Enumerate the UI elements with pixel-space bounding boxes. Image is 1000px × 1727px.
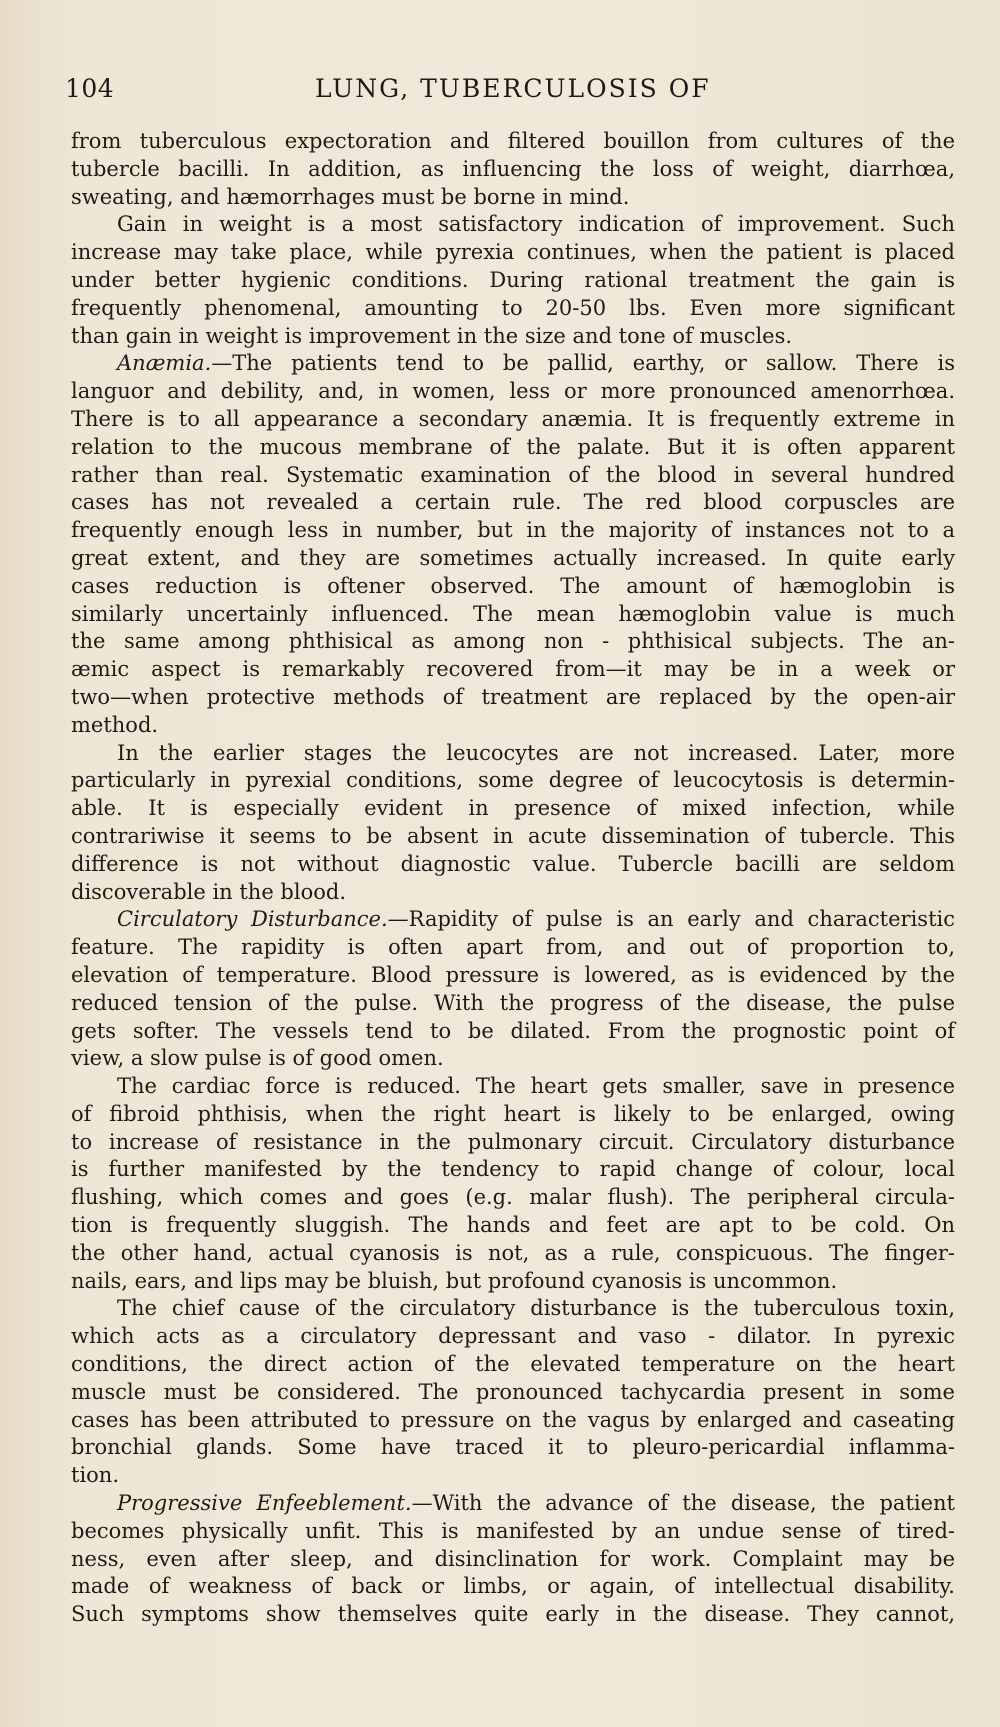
line-text: method. xyxy=(71,712,159,737)
text-line xyxy=(71,1129,955,1157)
text-line xyxy=(71,1045,955,1073)
line-text: frequently phenomenal, amounting to 20-50 lbs. Even more significant xyxy=(71,295,955,320)
line-text: æmic aspect is remarkably recovered from—it may be in a week or xyxy=(71,657,955,682)
text-line xyxy=(71,378,955,406)
text-line xyxy=(71,1156,955,1184)
line-text: the same among phthisical as among non - phthisical subjects. The an- xyxy=(71,629,955,654)
text-line xyxy=(71,1018,955,1046)
text-line xyxy=(71,656,955,684)
text-line xyxy=(71,1101,955,1129)
line-text: from tuberculous expectoration and filtered bouillon from cultures of the xyxy=(71,129,955,153)
text-line xyxy=(71,601,955,629)
running-title: LUNG, TUBERCULOSIS OF xyxy=(315,74,711,103)
line-text: made of weakness of back or limbs, or again, of intellectual disability. xyxy=(71,1574,955,1599)
line-text: the other hand, actual cyanosis is not, as a rule, conspicuous. The finger- xyxy=(71,1240,955,1265)
text-line xyxy=(71,239,955,267)
line-text: elevation of temperature. Blood pressure is lowered, as is evidenced by the xyxy=(71,962,955,987)
line-text: —The patients tend to be pallid, earthy, or sallow. There is xyxy=(211,351,955,376)
text-line xyxy=(71,1351,955,1379)
text-line xyxy=(71,1268,955,1296)
line-text: discoverable in the blood. xyxy=(71,879,346,904)
line-text: increase may take place, while pyrexia continues, when the patient is placed xyxy=(71,240,955,265)
text-line xyxy=(71,1573,955,1601)
line-text: Such symptoms show themselves quite early in the disease. They cannot, xyxy=(71,1602,955,1627)
line-text: than gain in weight is improvement in the size and tone of muscles. xyxy=(71,323,793,348)
text-line xyxy=(71,517,955,545)
line-text: The chief cause of the circulatory disturbance is the tuberculous toxin, xyxy=(117,1296,955,1321)
text-line xyxy=(71,767,955,795)
text-line xyxy=(71,406,955,434)
running-head xyxy=(60,74,900,114)
text-line xyxy=(71,267,955,295)
text-line xyxy=(71,489,955,517)
text-line xyxy=(71,684,955,712)
line-text: view, a slow pulse is of good omen. xyxy=(71,1046,444,1071)
text-line xyxy=(71,712,955,740)
line-text: ness, even after sleep, and disinclination for work. Complaint may be xyxy=(71,1546,955,1571)
text-line xyxy=(71,990,955,1018)
text-line xyxy=(71,211,955,239)
line-text: difference is not without diagnostic value. Tubercle bacilli are seldom xyxy=(71,851,955,876)
line-text: is further manifested by the tendency to rapid change of colour, local xyxy=(71,1157,955,1182)
line-text: under better hygienic conditions. During rational treatment the gain is xyxy=(71,267,955,292)
text-line xyxy=(71,295,955,323)
line-text: of fibroid phthisis, when the right heart is likely to be enlarged, owing xyxy=(71,1101,955,1126)
section-heading: Circulatory Disturbance. xyxy=(117,907,388,932)
text-line xyxy=(71,851,955,879)
line-text: conditions, the direct action of the elevated temperature on the heart xyxy=(71,1352,955,1377)
line-text: flushing, which comes and goes (e.g. malar flush). The peripheral circula- xyxy=(71,1185,955,1210)
text-line xyxy=(71,1323,955,1351)
text-line xyxy=(71,740,955,768)
line-text: cases has been attributed to pressure on the vagus by enlarged and caseating xyxy=(71,1407,955,1432)
line-text: sweating, and hæmorrhages must be borne in mind. xyxy=(71,184,630,209)
line-text: tion is frequently sluggish. The hands and feet are apt to be cold. On xyxy=(71,1213,955,1238)
text-line xyxy=(71,1462,955,1490)
line-text: Gain in weight is a most satisfactory indication of improvement. Such xyxy=(117,212,955,237)
text-line xyxy=(71,1184,955,1212)
line-text: —Rapidity of pulse is an early and characteristic xyxy=(387,907,955,932)
text-line xyxy=(71,350,955,378)
text-line xyxy=(71,434,955,462)
line-text: There is to all appearance a secondary anæmia. It is frequently extreme in xyxy=(71,406,955,431)
text-line xyxy=(71,1295,955,1323)
text-line xyxy=(71,1240,955,1268)
line-text: similarly uncertainly influenced. The mean hæmoglobin value is much xyxy=(71,601,955,626)
text-line xyxy=(71,1379,955,1407)
text-line xyxy=(71,934,955,962)
text-line xyxy=(71,879,955,907)
text-line xyxy=(71,545,955,573)
line-text: reduced tension of the pulse. With the progress of the disease, the pulse xyxy=(71,990,955,1015)
body-text xyxy=(71,128,955,1629)
section-heading: Progressive Enfeeblement. xyxy=(117,1491,412,1516)
text-line xyxy=(71,128,955,156)
line-text: muscle must be considered. The pronounced tachycardia present in some xyxy=(71,1379,955,1404)
line-text: cases reduction is oftener observed. The amount of hæmoglobin is xyxy=(71,573,955,598)
line-text: which acts as a circulatory depressant and vaso - dilator. In pyrexic xyxy=(71,1324,955,1349)
page-number: 104 xyxy=(65,74,115,103)
line-text: particularly in pyrexial conditions, some degree of leucocytosis is determin- xyxy=(71,768,955,793)
line-text: —With the advance of the disease, the patient xyxy=(411,1491,955,1516)
text-line xyxy=(71,323,955,351)
text-line xyxy=(71,462,955,490)
text-line xyxy=(71,1073,955,1101)
line-text: contrariwise it seems to be absent in acute dissemination of tubercle. This xyxy=(71,823,955,848)
text-line xyxy=(71,906,955,934)
line-text: great extent, and they are sometimes actually increased. In quite early xyxy=(71,545,955,570)
line-text: able. It is especially evident in presence of mixed infection, while xyxy=(71,796,955,821)
text-line xyxy=(71,962,955,990)
line-text: In the earlier stages the leucocytes are not increased. Later, more xyxy=(117,740,955,765)
text-line xyxy=(71,1212,955,1240)
text-line xyxy=(71,156,955,184)
text-line xyxy=(71,573,955,601)
line-text: nails, ears, and lips may be bluish, but profound cyanosis is uncommon. xyxy=(71,1268,838,1293)
section-heading: Anæmia. xyxy=(117,351,212,376)
line-text: relation to the mucous membrane of the palate. But it is often apparent xyxy=(71,434,955,459)
line-text: two—when protective methods of treatment are replaced by the open-air xyxy=(71,684,955,709)
line-text: rather than real. Systematic examination of the blood in several hundred xyxy=(71,462,955,487)
text-line xyxy=(71,184,955,212)
text-line xyxy=(71,1407,955,1435)
line-text: The cardiac force is reduced. The heart gets smaller, save in presence xyxy=(117,1074,955,1099)
line-text: gets softer. The vessels tend to be dilated. From the prognostic point of xyxy=(71,1018,955,1043)
line-text: frequently enough less in number, but in the majority of instances not to a xyxy=(71,518,955,543)
text-line xyxy=(71,823,955,851)
text-line xyxy=(71,1546,955,1574)
text-line xyxy=(71,1601,955,1629)
text-line xyxy=(71,1490,955,1518)
line-text: languor and debility, and, in women, less or more pronounced amenorrhœa. xyxy=(71,379,955,404)
line-text: becomes physically unfit. This is manifested by an undue sense of tired- xyxy=(71,1518,955,1543)
line-text: feature. The rapidity is often apart from, and out of proportion to, xyxy=(71,935,955,960)
line-text: tion. xyxy=(71,1463,119,1488)
line-text: cases has not revealed a certain rule. The red blood corpuscles are xyxy=(71,490,955,515)
text-line xyxy=(71,795,955,823)
text-line xyxy=(71,1434,955,1462)
text-line xyxy=(71,628,955,656)
line-text: tubercle bacilli. In addition, as influencing the loss of weight, diarrhœa, xyxy=(71,156,955,181)
line-text: bronchial glands. Some have traced it to pleuro-pericardial inflamma- xyxy=(71,1435,955,1460)
line-text: to increase of resistance in the pulmonary circuit. Circulatory disturbance xyxy=(71,1129,955,1154)
text-line xyxy=(71,1518,955,1546)
